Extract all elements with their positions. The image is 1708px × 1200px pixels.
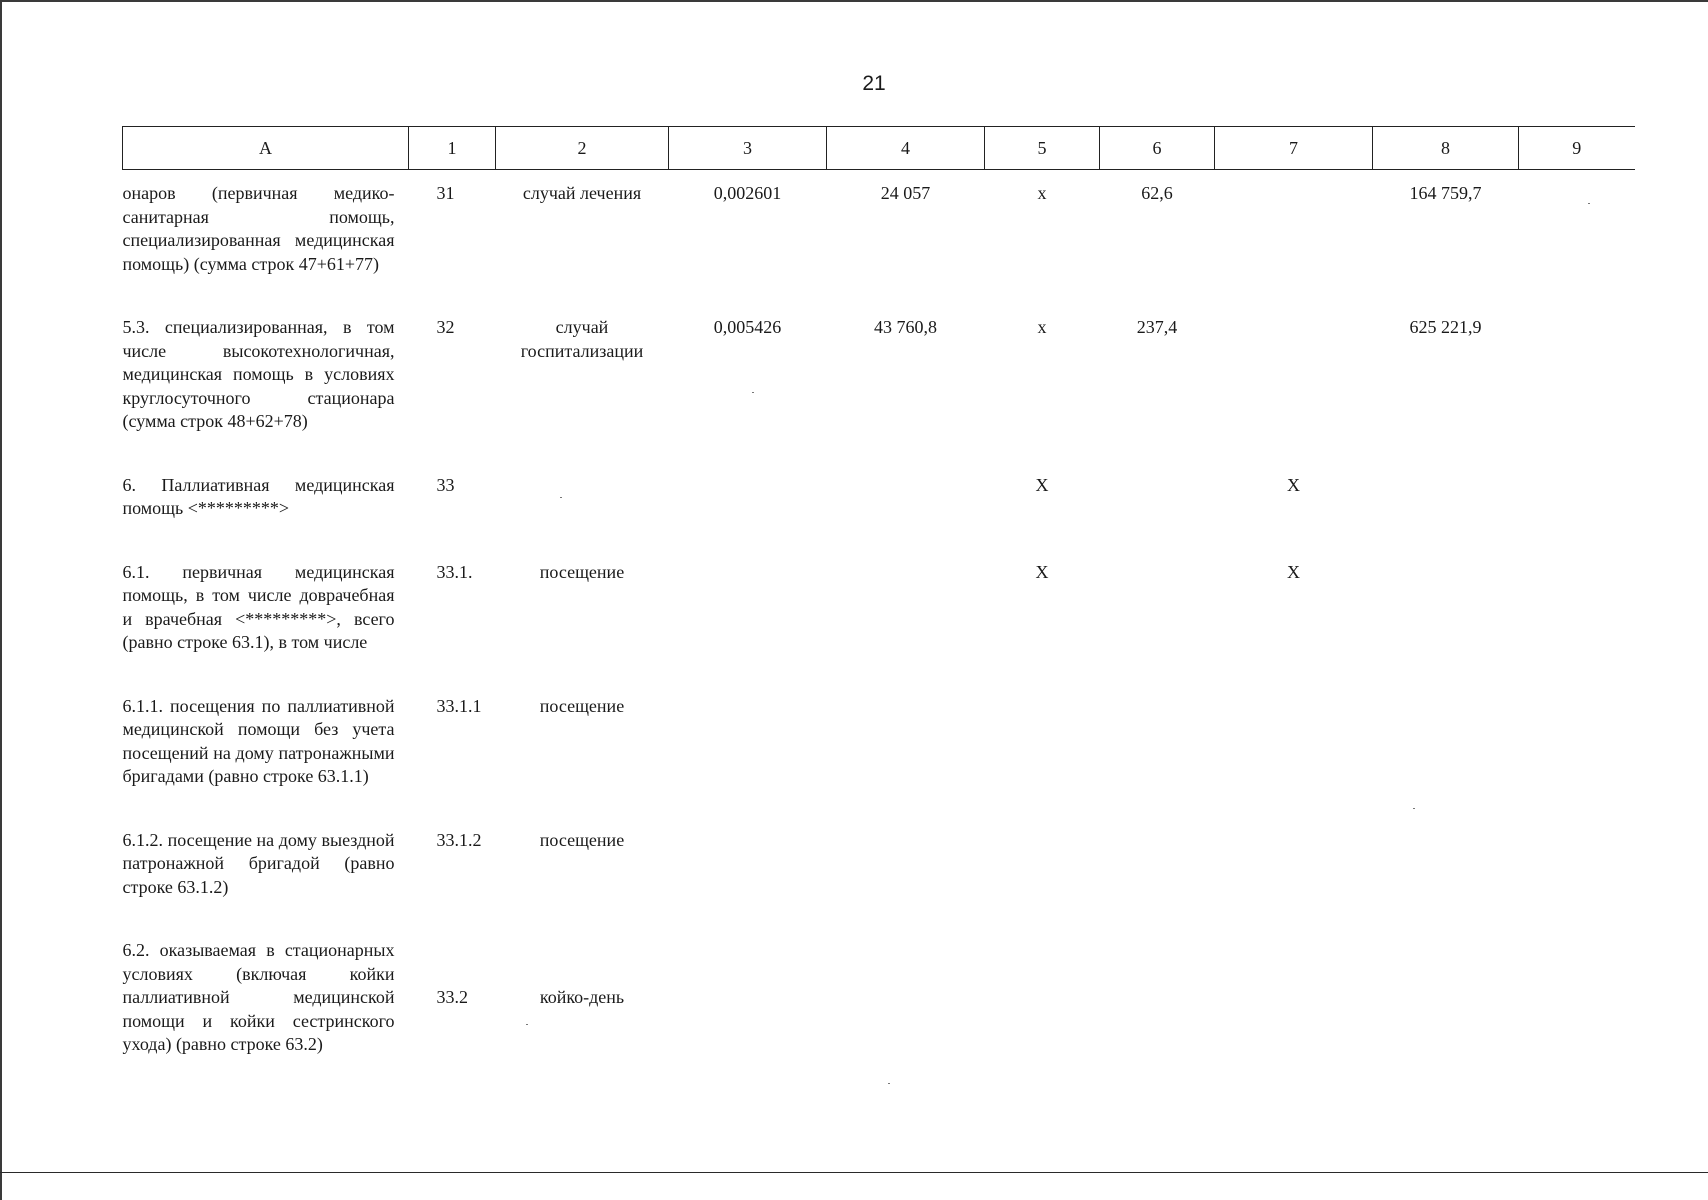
header-row <box>123 127 1635 170</box>
unit-cell: случай госпитализации <box>520 317 644 361</box>
value-cell-6: 237,4 <box>1136 317 1178 337</box>
value-cell-4 <box>827 683 985 789</box>
unit-cell: посещение <box>539 561 625 582</box>
value-cell-5: х <box>1037 317 1047 337</box>
row-name-cell: 6.1.2. посещение на дому выездной патронажной бригадой (равно строке 63.1.2) <box>122 829 395 897</box>
value-cell-6 <box>1100 549 1215 655</box>
value-cell-9 <box>1519 683 1635 789</box>
header-cell-1: 1 <box>409 127 496 170</box>
row-name-cell: 6.2. оказываемая в стационарных условиях (включая койки паллиативной медицинской помощи и койки сестринского ухода) (равно строке 63.2) <box>122 940 395 1054</box>
value-cell-7 <box>1215 927 1373 1057</box>
unit-cell: случай лечения <box>522 183 642 203</box>
value-cell-3: 0,002601 <box>713 183 782 203</box>
unit-cell: посещение <box>539 695 625 716</box>
header-cell-8: 8 <box>1373 127 1519 170</box>
value-cell-3: 0,005426 <box>713 317 782 337</box>
scan-edge-bottom <box>0 1172 1708 1173</box>
row-code-cell: 33.1.2 <box>436 829 482 850</box>
scan-speck <box>560 497 562 498</box>
table-row <box>123 549 1635 655</box>
value-cell-3 <box>669 683 827 789</box>
value-cell-8 <box>1373 462 1519 521</box>
value-cell-4 <box>827 927 985 1057</box>
header-cell-7: 7 <box>1215 127 1373 170</box>
value-cell-9 <box>1519 170 1635 277</box>
value-cell-7 <box>1215 170 1373 277</box>
value-cell-3 <box>669 927 827 1057</box>
table-row <box>123 170 1635 277</box>
scan-speck <box>752 392 754 393</box>
header-cell-3: 3 <box>669 127 827 170</box>
value-cell-9 <box>1519 927 1635 1057</box>
value-cell-8 <box>1373 927 1519 1057</box>
value-cell-5: Х <box>1035 474 1049 495</box>
scan-speck <box>888 1083 890 1084</box>
value-cell-7 <box>1215 304 1373 434</box>
row-spacer <box>123 521 1635 549</box>
value-cell-8: 625 221,9 <box>1409 317 1482 337</box>
row-code-cell: 33.1.1 <box>436 695 482 716</box>
header-cell-2: 2 <box>496 127 669 170</box>
header-cell-5: 5 <box>985 127 1100 170</box>
value-cell-3 <box>669 817 827 900</box>
value-cell-5: х <box>1037 183 1047 203</box>
value-cell-4 <box>827 817 985 900</box>
scan-speck <box>1413 808 1415 809</box>
table-row <box>123 817 1635 900</box>
header-cell-4: 4 <box>827 127 985 170</box>
value-cell-9 <box>1519 817 1635 900</box>
row-name-cell: 6.1. первичная медицинская помощь, в том числе доврачебная и врачебная <*********>, всего (равно строке 63.1), в том числе <box>122 561 395 652</box>
row-name-cell: 6.1.1. посещения по паллиативной медицинской помощи без учета посещений на дому патронажными бригадами (равно строке 63.1.1) <box>122 695 395 786</box>
value-cell-7: Х <box>1287 561 1300 582</box>
row-spacer <box>123 434 1635 462</box>
header-cell-6: 6 <box>1100 127 1215 170</box>
row-spacer <box>123 899 1635 927</box>
table-row <box>123 462 1635 521</box>
scan-edge-left <box>0 0 2 1200</box>
value-cell-9 <box>1519 549 1635 655</box>
row-code-cell: 33.2 <box>436 987 468 1007</box>
value-cell-4: 43 760,8 <box>874 317 937 337</box>
unit-cell: койко-день <box>539 987 625 1007</box>
row-code-cell: 33.1. <box>436 561 473 582</box>
value-cell-4: 24 057 <box>880 183 931 203</box>
header-cell-a: А <box>123 127 409 170</box>
row-spacer <box>123 655 1635 683</box>
unit-cell <box>496 462 669 521</box>
value-cell-6 <box>1100 817 1215 900</box>
value-cell-7 <box>1215 683 1373 789</box>
row-name-cell: онаров (первичная медико-санитарная помощь, специализированная медицинская помощь) (сумма строк 47+61+77) <box>122 183 395 274</box>
value-cell-5 <box>985 683 1100 789</box>
table-row <box>123 683 1635 789</box>
value-cell-8 <box>1373 683 1519 789</box>
row-spacer <box>123 789 1635 817</box>
header-cell-9: 9 <box>1519 127 1635 170</box>
value-cell-6 <box>1100 683 1215 789</box>
value-cell-3 <box>669 462 827 521</box>
row-name-cell: 5.3. специализированная, в том числе высокотехнологичная, медицинская помощь в условиях круглосуточного стационара (сумма строк 48+62+78) <box>122 317 395 431</box>
unit-cell: посещение <box>539 829 625 850</box>
value-cell-6: 62,6 <box>1141 183 1173 203</box>
value-cell-6 <box>1100 462 1215 521</box>
value-cell-6 <box>1100 927 1215 1057</box>
row-code-cell: 33 <box>436 474 455 495</box>
value-cell-5 <box>985 927 1100 1057</box>
scan-edge-top <box>0 0 1708 2</box>
value-cell-8 <box>1373 549 1519 655</box>
value-cell-8: 164 759,7 <box>1409 183 1482 203</box>
value-cell-7 <box>1215 817 1373 900</box>
row-spacer <box>123 276 1635 304</box>
value-cell-5: Х <box>1035 561 1049 582</box>
row-code-cell: 31 <box>436 183 455 203</box>
value-cell-4 <box>827 462 985 521</box>
table-row <box>123 304 1635 434</box>
page-number: 21 <box>862 72 886 95</box>
value-cell-9 <box>1519 304 1635 434</box>
value-cell-4 <box>827 549 985 655</box>
data-table <box>122 126 1635 1057</box>
value-cell-3 <box>669 549 827 655</box>
table-row <box>123 927 1635 1057</box>
value-cell-8 <box>1373 817 1519 900</box>
row-name-cell: 6. Паллиативная медицинская помощь <*********> <box>122 474 395 518</box>
row-code-cell: 32 <box>436 317 455 337</box>
scan-speck <box>1588 203 1590 204</box>
value-cell-7: Х <box>1287 474 1300 495</box>
value-cell-5 <box>985 817 1100 900</box>
scan-speck <box>526 1024 528 1025</box>
value-cell-9 <box>1519 462 1635 521</box>
